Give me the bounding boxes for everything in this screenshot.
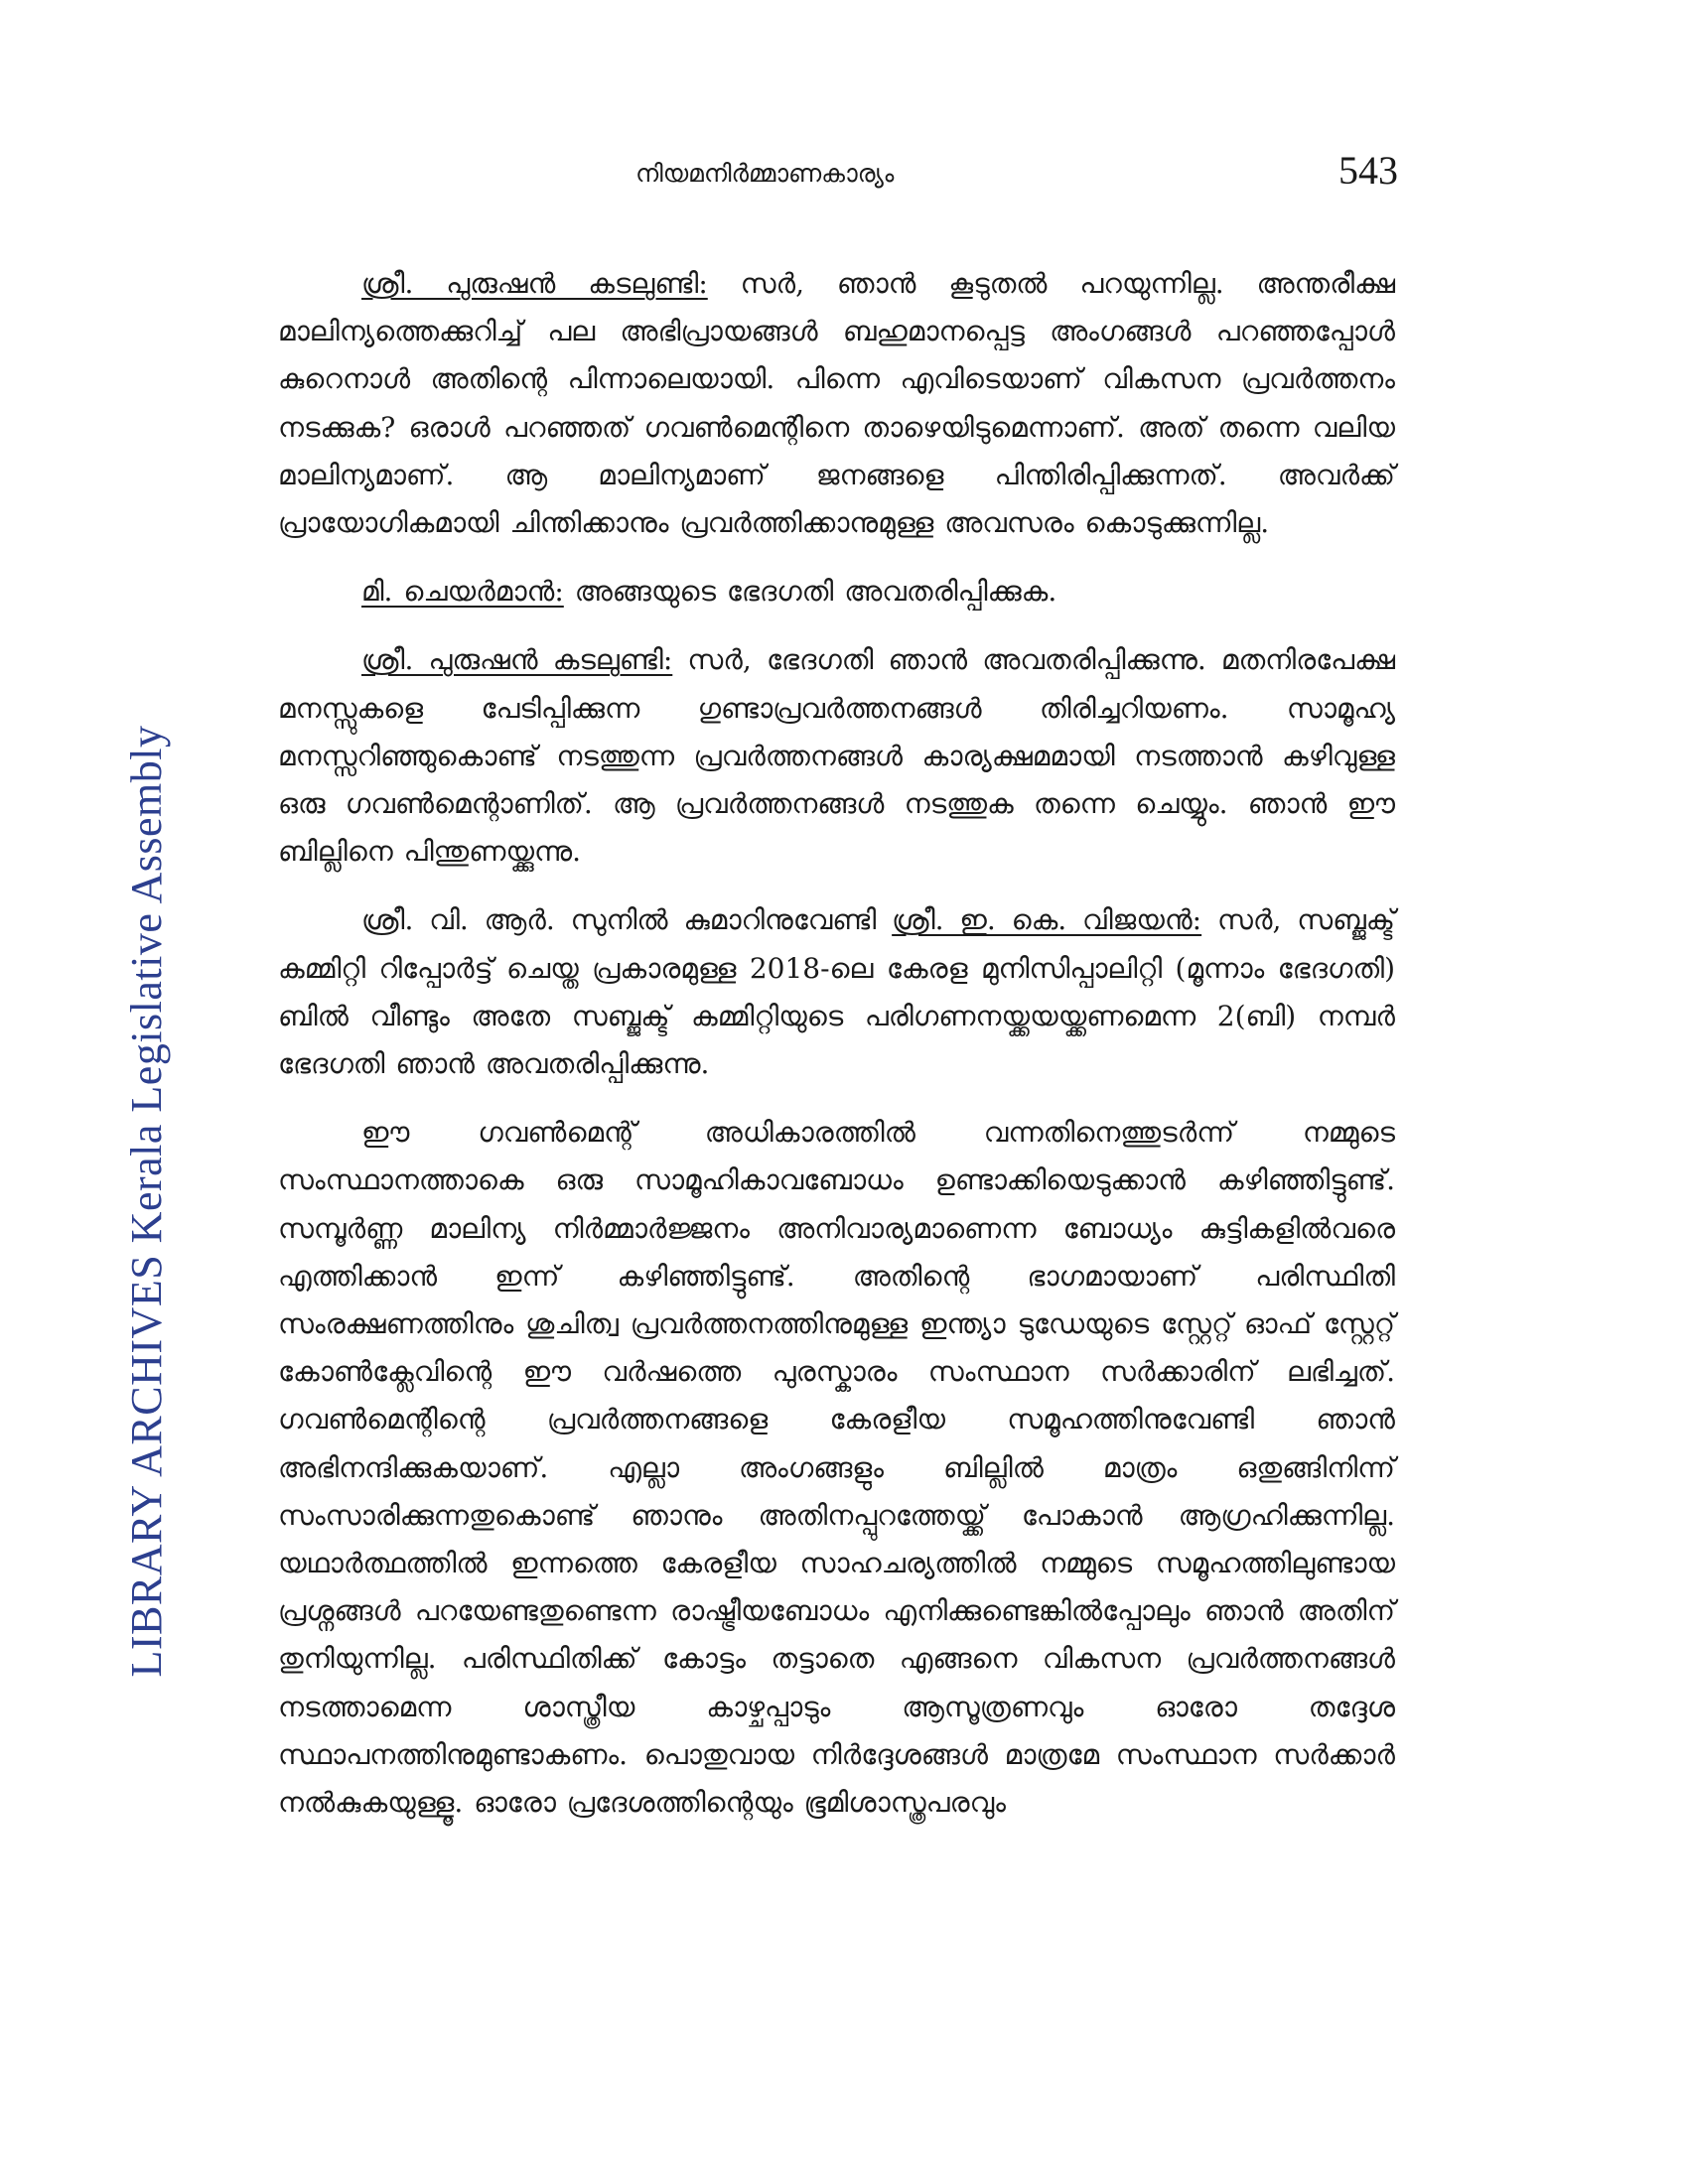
paragraph-text: സർ, സബ്ജക്ട് കമ്മിറ്റി റിപ്പോർട്ട് ചെയ്ത പ്രകാരമുള്ള 2018-ലെ കേരള മുനിസിപ്പാലിറ്റി (മൂന്നാം ഭേദഗതി) ബിൽ വീണ്ടും അതേ സബ്ജക്ട് കമ്മിറ്റിയുടെ പരിഗണനയ്ക്കയയ്ക്കണമെന്ന 2(ബി) നമ്പർ ഭേദഗതി ഞാൻ അവതരിപ്പിക്കുന്നു. — [278, 903, 1396, 1081]
paragraph — [278, 896, 1395, 1088]
paragraph-text: സർ, ഞാൻ കൂടുതൽ പറയുന്നില്ല. അന്തരീക്ഷ മാലിന്യത്തെക്കുറിച്ച് പല അഭിപ്രായങ്ങൾ ബഹുമാനപ്പെട്ട അംഗങ്ങൾ പറഞ്ഞപ്പോൾ കുറെനാൾ അതിന്റെ പിന്നാലെയായി. പിന്നെ എവിടെയാണ് വികസന പ്രവർത്തനം നടക്കുക? ഒരാൾ പറഞ്ഞത് ഗവൺമെന്റിനെ താഴെയിടുമെന്നാണ്. അത് തന്നെ വലിയ മാലിന്യമാണ്. ആ മാലിന്യമാണ് ജനങ്ങളെ പിന്തിരിപ്പിക്കുന്നത്. അവർക്ക് പ്രായോഗികമായി ചിന്തിക്കാനും പ്രവർത്തിക്കാനുമുള്ള അവസരം കൊടുക്കുന്നില്ല. — [278, 267, 1395, 540]
speaker-name: ശ്രീ. പുരുഷൻ കടലുണ്ടി: — [361, 267, 708, 300]
paragraph — [278, 260, 1395, 547]
speaker-prefix: ശ്രീ. വി. ആർ. സുനിൽ കുമാറിനുവേണ്ടി — [361, 903, 893, 937]
speaker-name: ശ്രീ. ഇ. കെ. വിജയൻ: — [892, 903, 1202, 937]
paragraph — [278, 568, 1395, 615]
running-head: നിയമനിർമ്മാണകാര്യം — [635, 159, 895, 188]
paragraph — [278, 1109, 1395, 1827]
page-number: 543 — [1338, 148, 1398, 193]
body-text — [278, 260, 1395, 1847]
paragraph-text: അങ്ങയുടെ ഭേദഗതി അവതരിപ്പിക്കുക. — [563, 575, 1057, 609]
paragraph-text: സർ, ഭേദഗതി ഞാൻ അവതരിപ്പിക്കുന്നു. മതനിരപേക്ഷ മനസ്സുകളെ പേടിപ്പിക്കുന്ന ഗുണ്ടാപ്രവർത്തനങ്ങൾ തിരിച്ചറിയണം. സാമൂഹ്യ മനസ്സറിഞ്ഞുകൊണ്ട് നടത്തുന്ന പ്രവർത്തനങ്ങൾ കാര്യക്ഷമമായി നടത്താൻ കഴിവുള്ള ഒരു ഗവൺമെന്റാണിത്. ആ പ്രവർത്തനങ്ങൾ നടത്തുക തന്നെ ചെയ്യും. ഞാൻ ഈ ബില്ലിനെ പിന്തുണയ്ക്കുന്നു. — [278, 643, 1395, 869]
speaker-name: മി. ചെയർമാൻ: — [361, 575, 564, 609]
speaker-name: ശ്രീ. പുരുഷൻ കടലുണ്ടി: — [361, 643, 673, 677]
paragraph-text: ഈ ഗവൺമെന്റ് അധികാരത്തിൽ വന്നതിനെത്തുടർന്ന് നമ്മുടെ സംസ്ഥാനത്താകെ ഒരു സാമൂഹികാവബോധം ഉണ്ടാക്കിയെടുക്കാൻ കഴിഞ്ഞിട്ടുണ്ട്. സമ്പൂർണ്ണ മാലിന്യ നിർമ്മാർജ്ജനം അനിവാര്യമാണെന്ന ബോധ്യം കുട്ടികളിൽവരെ എത്തിക്കാൻ ഇന്ന് കഴിഞ്ഞിട്ടുണ്ട്. അതിന്റെ ഭാഗമായാണ് പരിസ്ഥിതി സംരക്ഷണത്തിനും ശുചിത്വ പ്രവർത്തനത്തിനുമുള്ള ഇന്ത്യാ ടുഡേയുടെ സ്റ്റേറ്റ് ഓഫ് സ്റ്റേറ്റ് കോൺക്ലേവിന്റെ ഈ വർഷത്തെ പുരസ്കാരം സംസ്ഥാന സർക്കാരിന് ലഭിച്ചത്. ഗവൺമെന്റിന്റെ പ്രവർത്തനങ്ങളെ കേരളീയ സമൂഹത്തിനുവേണ്ടി ഞാൻ അഭിനന്ദിക്കുകയാണ്. എല്ലാ അംഗങ്ങളും ബില്ലിൽ മാത്രം ഒതുങ്ങിനിന്ന് സംസാരിക്കുന്നതുകൊണ്ട് ഞാനും അതിനപ്പുറത്തേയ്ക്ക് പോകാൻ ആഗ്രഹിക്കുന്നില്ല. യഥാർത്ഥത്തിൽ ഇന്നത്തെ കേരളീയ സാഹചര്യത്തിൽ നമ്മുടെ സമൂഹത്തിലുണ്ടായ പ്രശ്നങ്ങൾ പറയേണ്ടതുണ്ടെന്ന രാഷ്ട്രീയബോധം എനിക്കുണ്ടെങ്കിൽപ്പോലും ഞാൻ അതിന് തുനിയുന്നില്ല. പരിസ്ഥിതിക്ക് കോട്ടം തട്ടാതെ എങ്ങനെ വികസന പ്രവർത്തനങ്ങൾ നടത്താമെന്ന ശാസ്ത്രീയ കാഴ്ചപ്പാടും ആസൂത്രണവും ഓരോ തദ്ദേശ സ്ഥാപനത്തിനുമുണ്ടാകണം. പൊതുവായ നിർദ്ദേശങ്ങൾ മാത്രമേ സംസ്ഥാന സർക്കാർ നൽകുകയുള്ളൂ. ഓരോ പ്രദേശത്തിന്റെയും ഭൂമിശാസ്ത്രപരവും — [278, 1116, 1395, 1820]
paragraph — [278, 636, 1395, 876]
archive-watermark: LIBRARY ARCHIVES Kerala Legislative Assembly — [122, 725, 171, 1678]
